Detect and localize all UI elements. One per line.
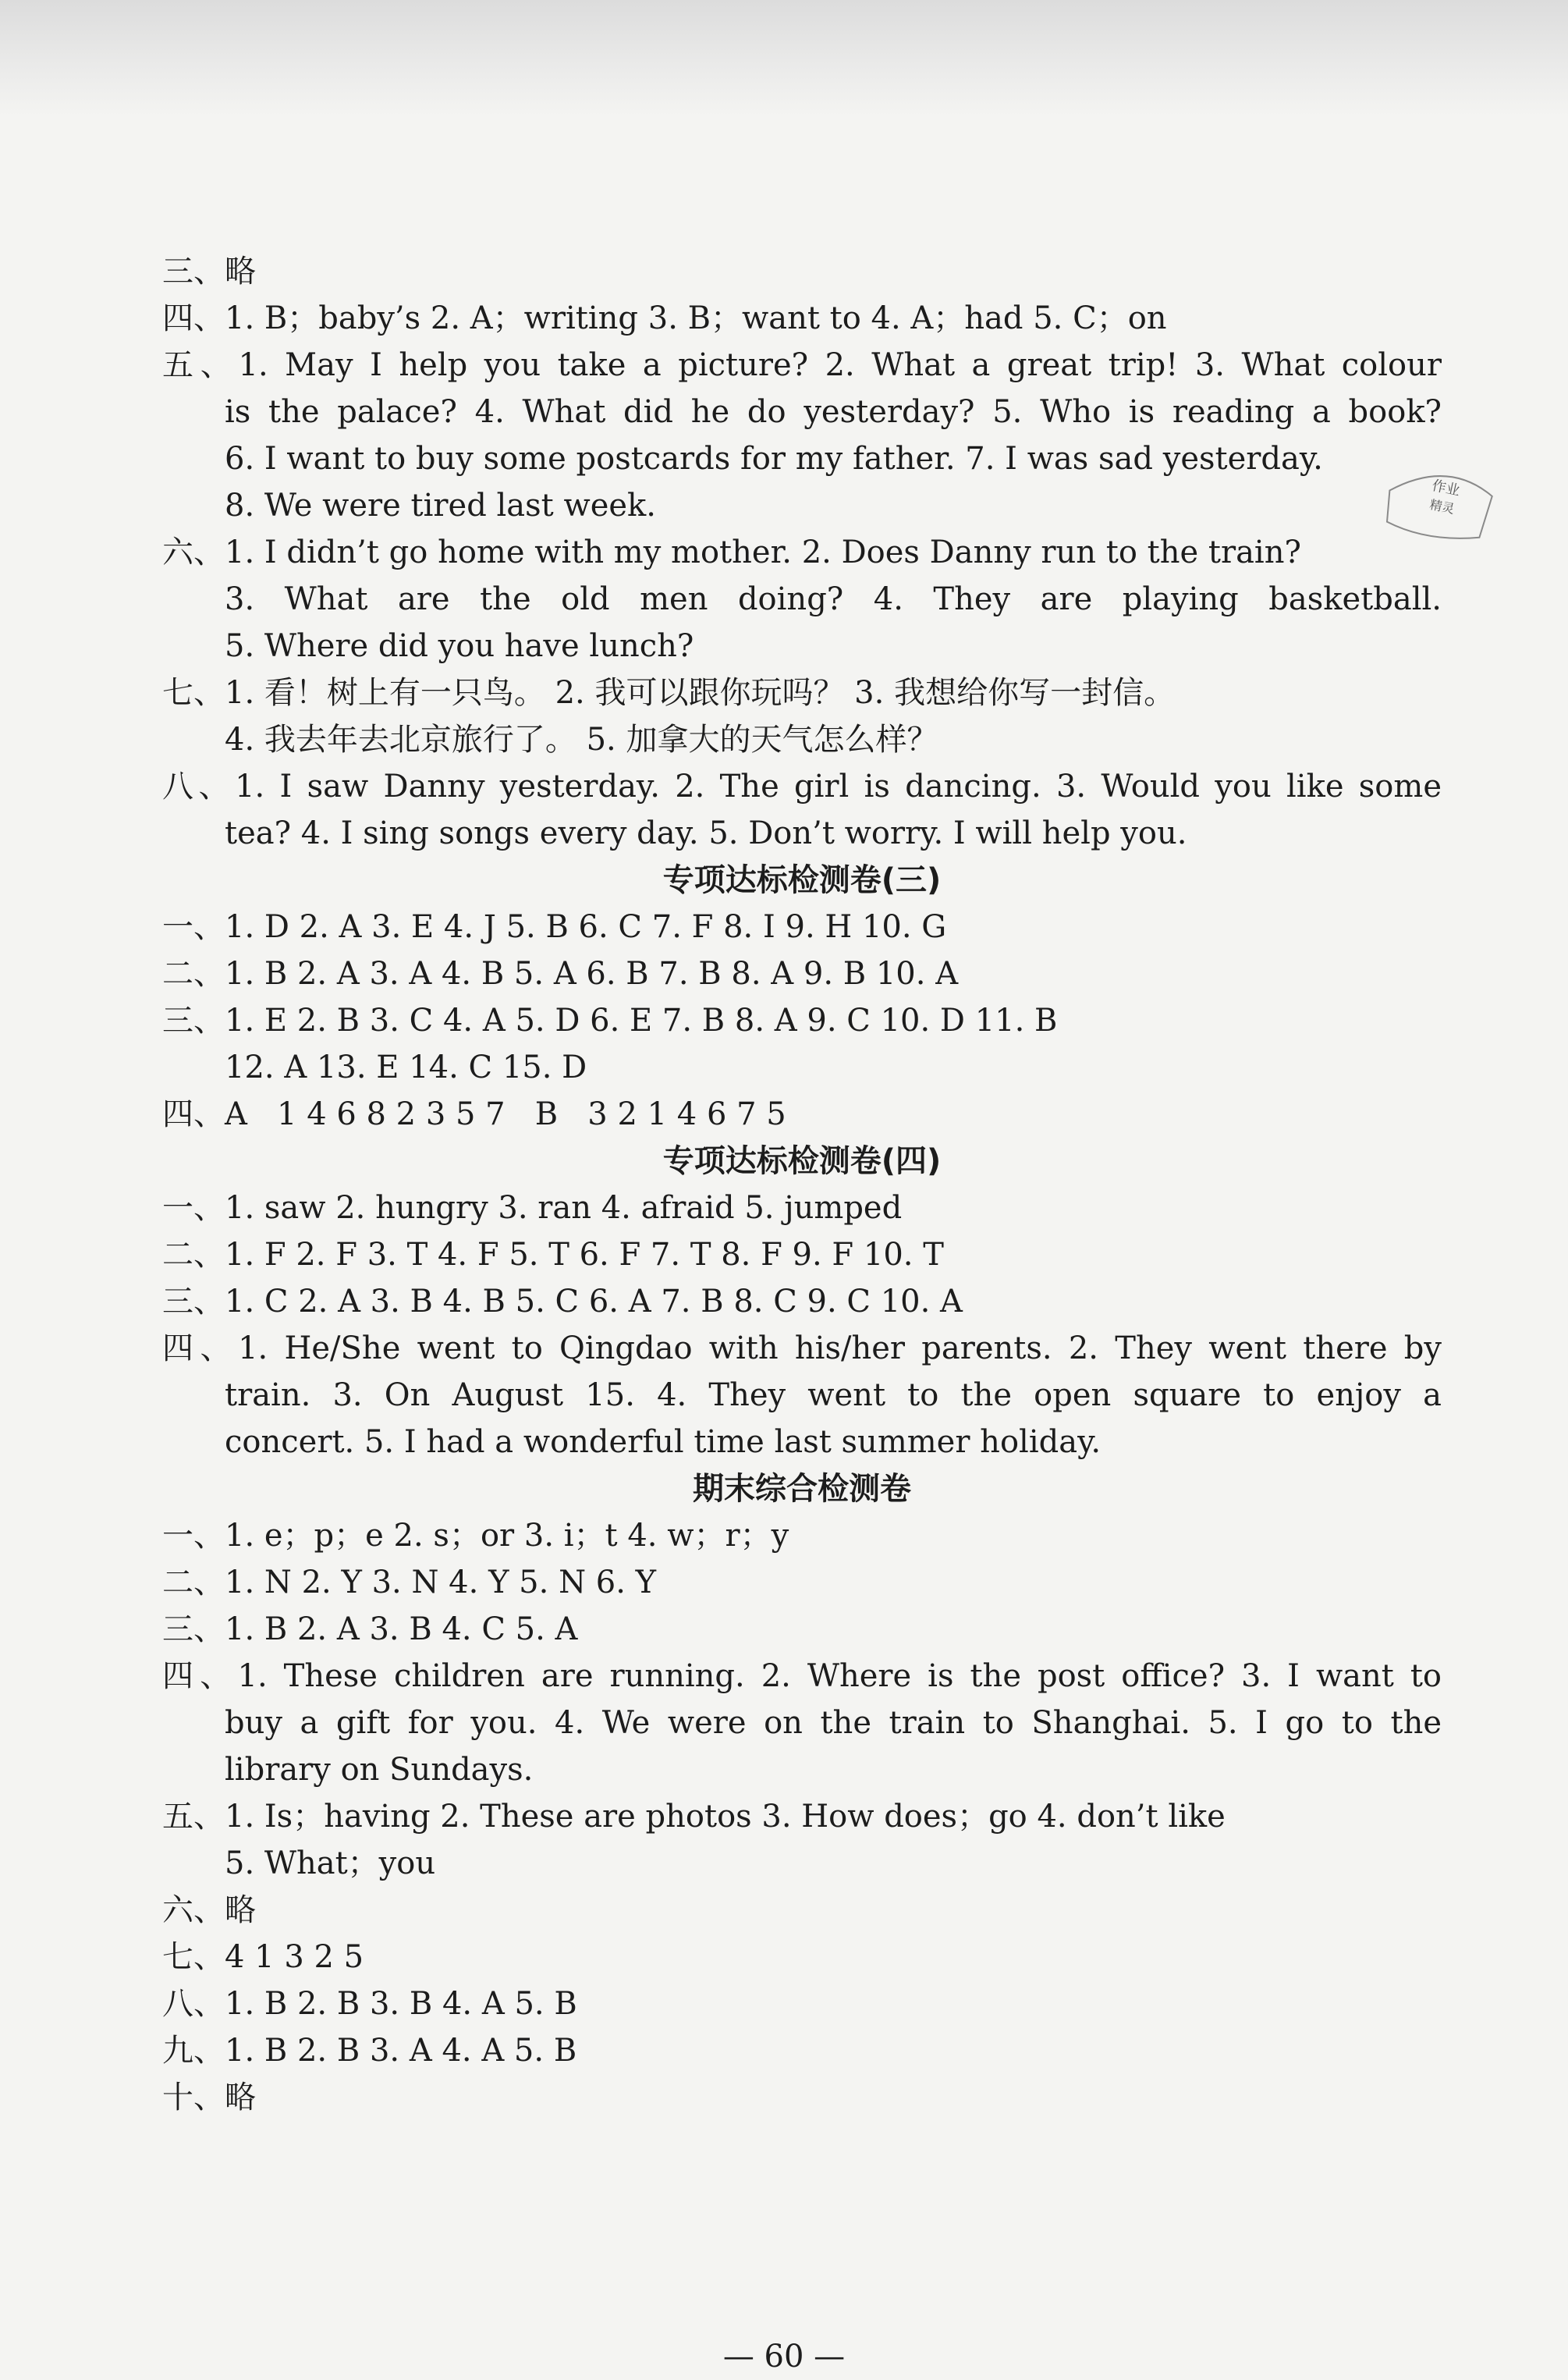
section-heading: 专项达标检测卷(三) <box>662 862 942 898</box>
answer-line: tea? 4. I sing songs every day. 5. Don’t worry. I will help you. <box>225 815 1187 851</box>
answer-line: 十、略 <box>162 2080 256 2115</box>
answer-line: 6. I want to buy some postcards for my father. 7. I was sad yesterday. <box>225 441 1323 477</box>
answer-line: 三、略 <box>162 254 256 290</box>
answer-line: 一、1. D 2. A 3. E 4. J 5. B 6. C 7. F 8. I 9. H 10. G <box>162 909 947 945</box>
answer-line: 六、略 <box>162 1892 256 1928</box>
stamp-text-1: 作业 <box>1430 477 1462 499</box>
answer-line: 四、1. These children are running. 2. Where is the post office? 3. I want to <box>162 1658 1442 1694</box>
answer-line: 二、1. B 2. A 3. A 4. B 5. A 6. B 7. B 8. A 9. B 10. A <box>162 956 959 992</box>
answer-line: 八、1. B 2. B 3. B 4. A 5. B <box>162 1986 577 2022</box>
answer-line: library on Sundays. <box>225 1752 534 1788</box>
section-heading: 专项达标检测卷(四) <box>662 1143 942 1179</box>
answer-line: 九、1. B 2. B 3. A 4. A 5. B <box>162 2033 577 2069</box>
answer-key-page <box>162 248 1442 2121</box>
answer-line: 四、1. B；baby’s 2. A；writing 3. B；want to 4. A；had 5. C；on <box>162 300 1167 336</box>
answer-line: 三、1. C 2. A 3. B 4. B 5. C 6. A 7. B 8. C 9. C 10. A <box>162 1284 963 1320</box>
answer-line: 二、1. N 2. Y 3. N 4. Y 5. N 6. Y <box>162 1565 657 1600</box>
answer-line: 5. Where did you have lunch? <box>225 628 694 664</box>
answer-line: 七、1. 看！树上有一只鸟。 2. 我可以跟你玩吗？ 3. 我想给你写一封信。 <box>162 675 1176 711</box>
answer-line: train. 3. On August 15. 4. They went to the open square to enjoy a <box>225 1377 1442 1413</box>
answer-line: 三、1. E 2. B 3. C 4. A 5. D 6. E 7. B 8. A 9. C 10. D 11. B <box>162 1003 1058 1039</box>
stamp-text-2: 精灵 <box>1428 496 1456 517</box>
scan-top-shadow <box>0 0 1568 117</box>
answer-line: 八、1. I saw Danny yesterday. 2. The girl is dancing. 3. Would you like some <box>162 769 1442 805</box>
answer-line: 四、A 1 4 6 8 2 3 5 7 B 3 2 1 4 6 7 5 <box>162 1096 786 1132</box>
answer-line: 四、1. He/She went to Qingdao with his/her parents. 2. They went there by <box>162 1330 1442 1366</box>
answer-line: 5. What；you <box>225 1845 436 1881</box>
answer-line: 二、1. F 2. F 3. T 4. F 5. T 6. F 7. T 8. F 9. F 10. T <box>162 1237 944 1273</box>
answer-line: 七、4 1 3 2 5 <box>162 1939 364 1975</box>
answer-line: 8. We were tired last week. <box>225 488 657 524</box>
answer-line: concert. 5. I had a wonderful time last summer holiday. <box>225 1424 1102 1460</box>
answer-line: 五、1. May I help you take a picture? 2. What a great trip! 3. What colour <box>162 347 1442 383</box>
answer-line: 4. 我去年去北京旅行了。 5. 加拿大的天气怎么样？ <box>225 722 938 758</box>
answer-line: is the palace? 4. What did he do yesterday? 5. Who is reading a book? <box>225 394 1442 430</box>
answer-line: 一、1. e；p；e 2. s；or 3. i；t 4. w；r；y <box>162 1518 789 1554</box>
answer-line: 五、1. Is；having 2. These are photos 3. How does；go 4. don’t like <box>162 1799 1226 1835</box>
answer-line: 六、1. I didn’t go home with my mother. 2. Does Danny run to the train? <box>162 535 1301 570</box>
answer-line: 一、1. saw 2. hungry 3. ran 4. afraid 5. jumped <box>162 1190 903 1226</box>
section-heading: 期末综合检测卷 <box>693 1471 911 1507</box>
page-number: — 60 — <box>722 2339 846 2375</box>
answer-line: 三、1. B 2. A 3. B 4. C 5. A <box>162 1611 578 1647</box>
answer-line: buy a gift for you. 4. We were on the train to Shanghai. 5. I go to the <box>225 1705 1442 1741</box>
answer-line: 3. What are the old men doing? 4. They are playing basketball. <box>225 581 1442 617</box>
answer-line: 12. A 13. E 14. C 15. D <box>225 1050 587 1085</box>
